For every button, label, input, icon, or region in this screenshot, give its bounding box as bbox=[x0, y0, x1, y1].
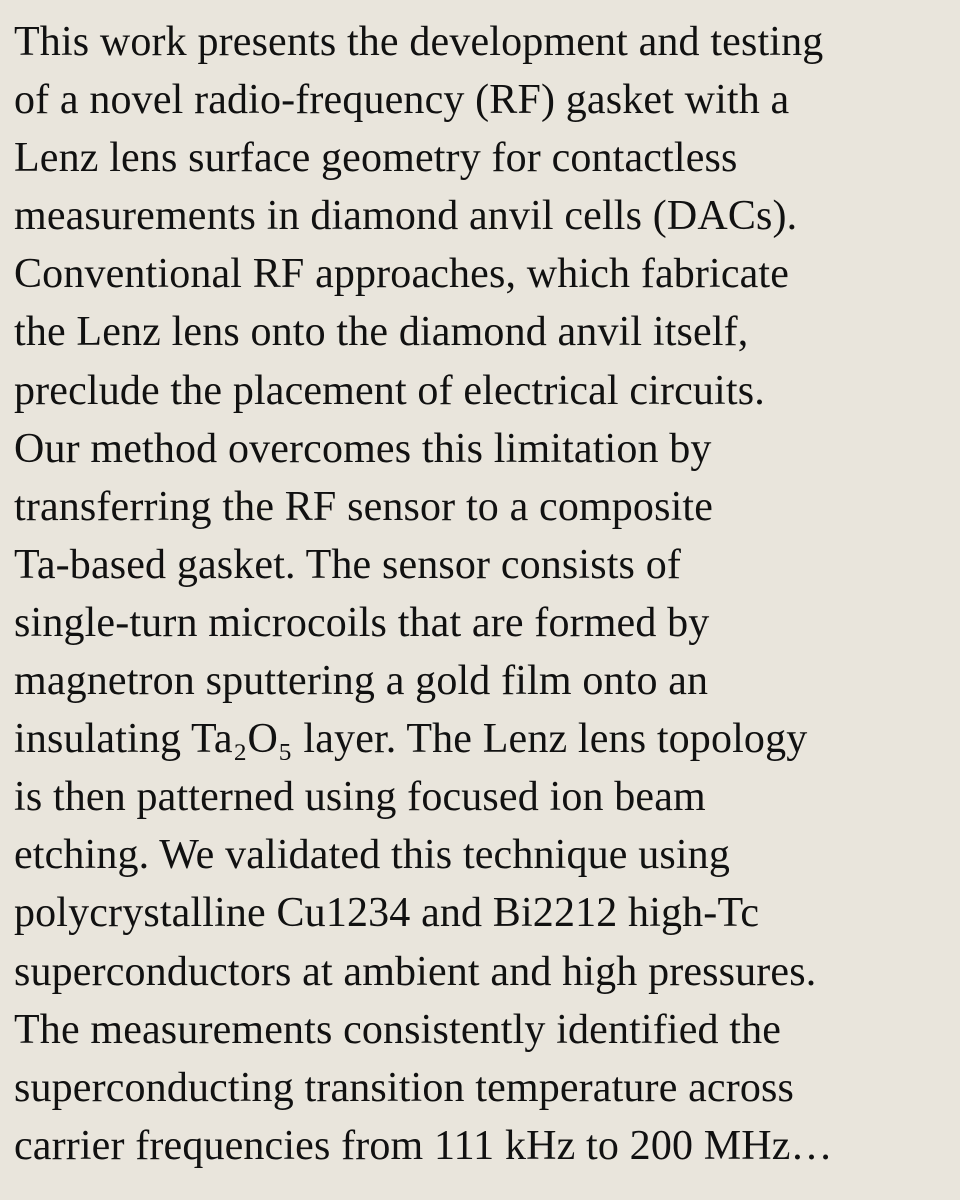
text-line: preclude the placement of electrical circuits. bbox=[14, 367, 765, 414]
text-line: superconducting transition temperature across bbox=[14, 1064, 794, 1111]
text-line: magnetron sputtering a gold film onto an bbox=[14, 658, 709, 705]
text-line: transferring the RF sensor to a composite bbox=[14, 483, 714, 530]
text-line: Conventional RF approaches, which fabricate bbox=[14, 251, 790, 298]
text-line: single-turn microcoils that are formed by bbox=[14, 599, 710, 646]
text-line: Our method overcomes this limitation by bbox=[14, 425, 712, 472]
text-line: Lenz lens surface geometry for contactless bbox=[14, 135, 738, 182]
abstract-text bbox=[14, 13, 954, 1175]
text-line: polycrystalline Cu1234 and Bi2212 high-Tc bbox=[14, 890, 760, 937]
text-line: The measurements consistently identified the bbox=[14, 1006, 782, 1053]
text-line: superconductors at ambient and high pressures. bbox=[14, 948, 817, 995]
text-line: This work presents the development and testing bbox=[14, 19, 824, 65]
text-line: is then patterned using focused ion beam bbox=[14, 774, 706, 821]
text-line: the Lenz lens onto the diamond anvil itself, bbox=[14, 309, 749, 356]
text-line: insulating Ta₂O₅ layer. The Lenz lens topology bbox=[14, 716, 808, 763]
text-line: Ta-based gasket. The sensor consists of bbox=[14, 541, 681, 588]
text-line: carrier frequencies from 111 kHz to 200 MHz… bbox=[14, 1122, 833, 1169]
text-line: measurements in diamond anvil cells (DACs). bbox=[14, 193, 798, 240]
text-line: of a novel radio-frequency (RF) gasket with a bbox=[14, 77, 790, 124]
text-line: etching. We validated this technique using bbox=[14, 832, 730, 879]
